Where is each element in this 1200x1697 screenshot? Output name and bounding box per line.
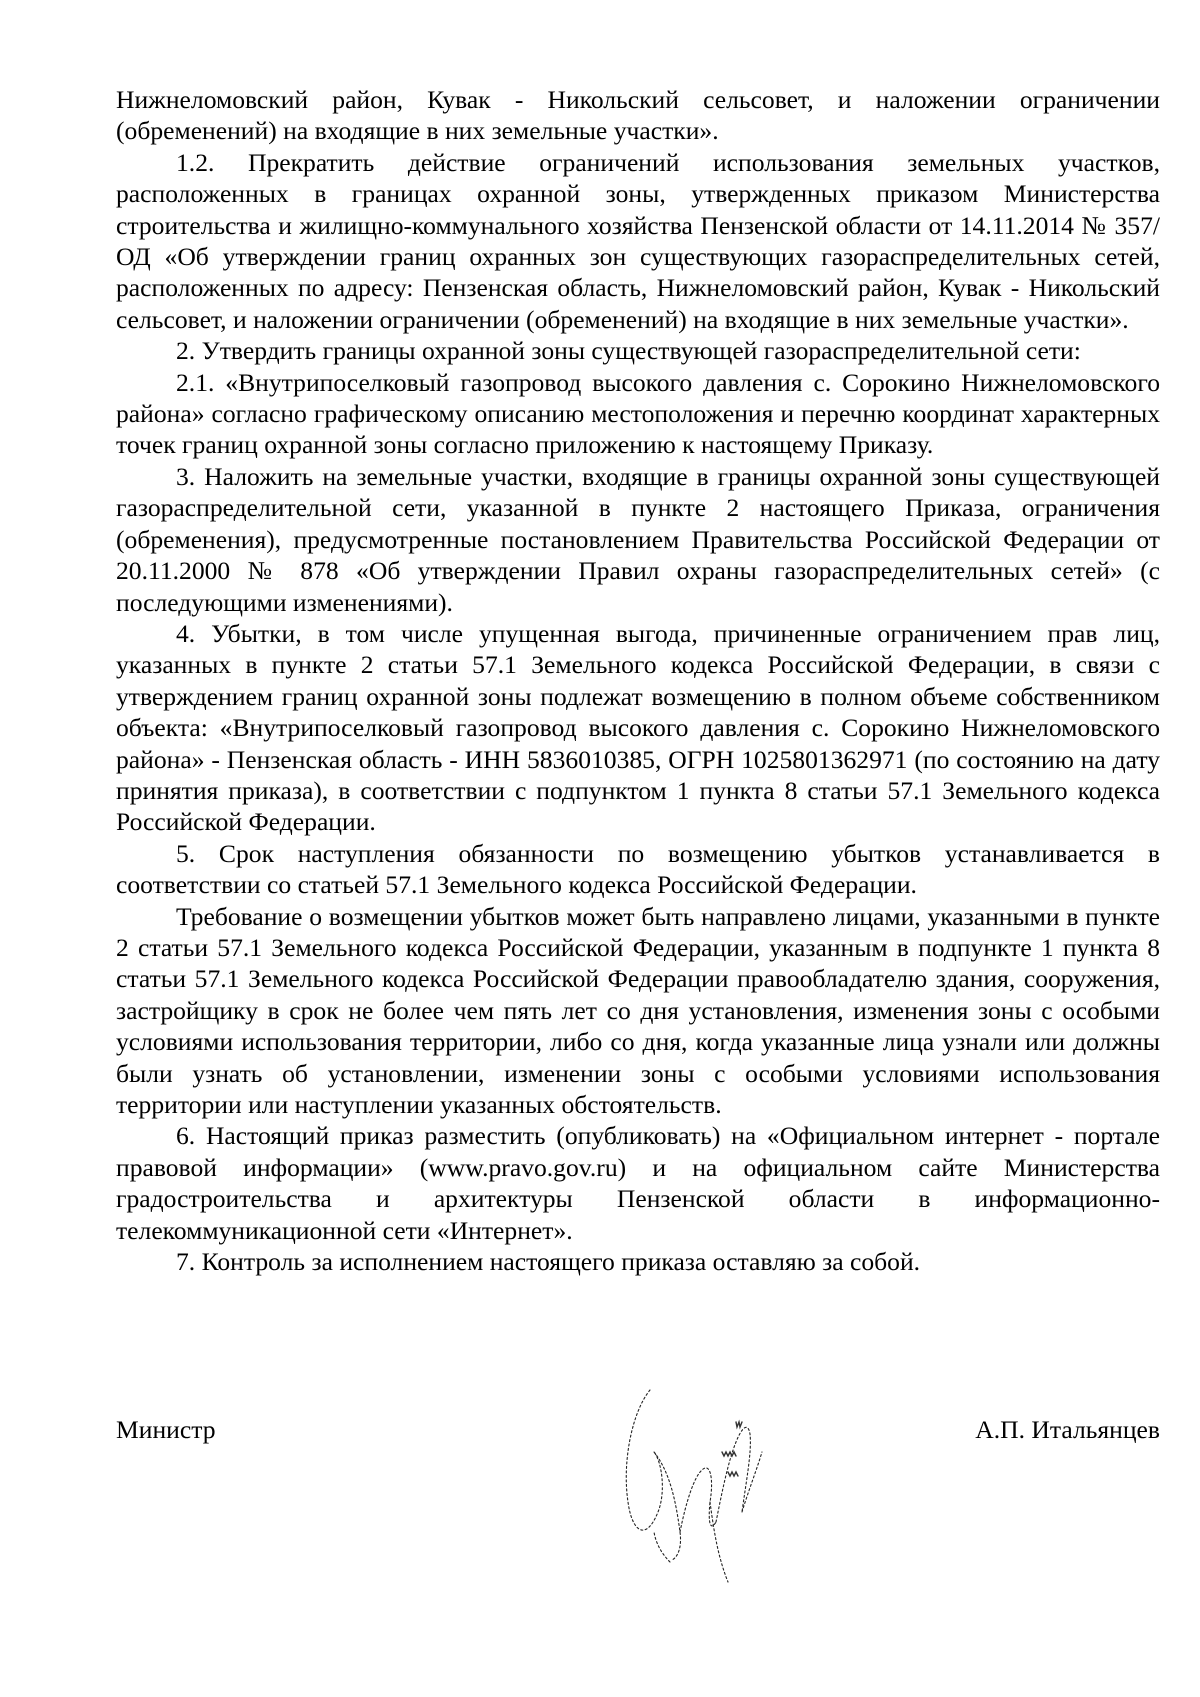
handwritten-signature xyxy=(610,1382,790,1592)
paragraph-4: 4. Убытки, в том числе упущенная выгода, причиненные ограничением прав лиц, указанных в пункте 2 статьи 57.1 Земельного кодекса Российской Федерации, в связи с утверждением границ охранной зоны подлежат возмещению в полном объеме собственником объекта: «Внутрипоселковый газопровод высокого давления с. Сорокино Нижнеломовского района» - Пензенская область - ИНН 5836010385, ОГРН 1025801362971 (по состоянию на дату принятия приказа), в соответствии с подпунктом 1 пункта 8 статьи 57.1 Земельного кодекса Российской Федерации. xyxy=(116,618,1160,837)
paragraph-5: 5. Срок наступления обязанности по возмещению убытков устанавливается в соответствии со статьей 57.1 Земельного кодекса Российской Федерации. xyxy=(116,838,1160,900)
paragraph-5-claim: Требование о возмещении убытков может быть направлено лицами, указанными в пункте 2 статьи 57.1 Земельного кодекса Российской Федерации, указанным в подпункте 1 пункта 8 статьи 57.1 Земельного кодекса Российской Федерации правообладателю здания, сооружения, застройщику в срок не более чем пять лет со дня установления, изменения зоны с особыми условиями использования территории, либо со дня, когда указанные лица узнали или должны были узнать об установлении, изменении зоны с особыми условиями использования территории или наступлении указанных обстоятельств. xyxy=(116,901,1160,1119)
paragraph-3: 3. Наложить на земельные участки, входящие в границы охранной зоны существующей газораспределительной сети, указанной в пункте 2 настоящего Приказа, ограничения (обременения), предусмотренные постановлением Правительства Российской Федерации от 20.11.2000 № 878 «Об утверждении Правил охраны газораспределительных сетей» (с последующими изменениями). xyxy=(116,461,1160,617)
paragraph-2: 2. Утвердить границы охранной зоны существующей газораспределительной сети: xyxy=(176,336,1081,366)
paragraph-6: 6. Настоящий приказ разместить (опубликовать) на «Официальном интернет - портале правовой информации» (www.pravo.gov.ru) и на официальном сайте Министерства градостроительства и архитектуры Пензенской области в информационно-телекоммуникационной сети «Интернет». xyxy=(116,1121,1160,1245)
paragraph-2-1: 2.1. «Внутрипоселковый газопровод высокого давления с. Сорокино Нижнеломовского района» согласно графическому описанию местоположения и перечню координат характерных точек границ охранной зоны согласно приложению к настоящему Приказу. xyxy=(116,367,1160,460)
paragraph-continuation: Нижнеломовский район, Кувак - Никольский сельсовет, и наложении ограничении (обременений) на входящие в них земельные участки». xyxy=(116,85,1160,146)
paragraph-1-2: 1.2. Прекратить действие ограничений использования земельных участков, расположенных в границах охранной зоны, утвержденных приказом Министерства строительства и жилищно-коммунального хозяйства Пензенской области от 14.11.2014 № 357/ОД «Об утверждении границ охранных зон существующих газораспределительных сетей, расположенных по адресу: Пензенская область, Нижнеломовский район, Кувак - Никольский сельсовет, и наложении ограничении (обременений) на входящие в них земельные участки». xyxy=(116,147,1160,334)
document-body xyxy=(116,84,1160,1277)
paragraph-7: 7. Контроль за исполнением настоящего приказа оставляю за собой. xyxy=(176,1247,921,1277)
signatory-name: А.П. Итальянцев xyxy=(975,1415,1160,1444)
signatory-title: Министр xyxy=(116,1415,216,1444)
